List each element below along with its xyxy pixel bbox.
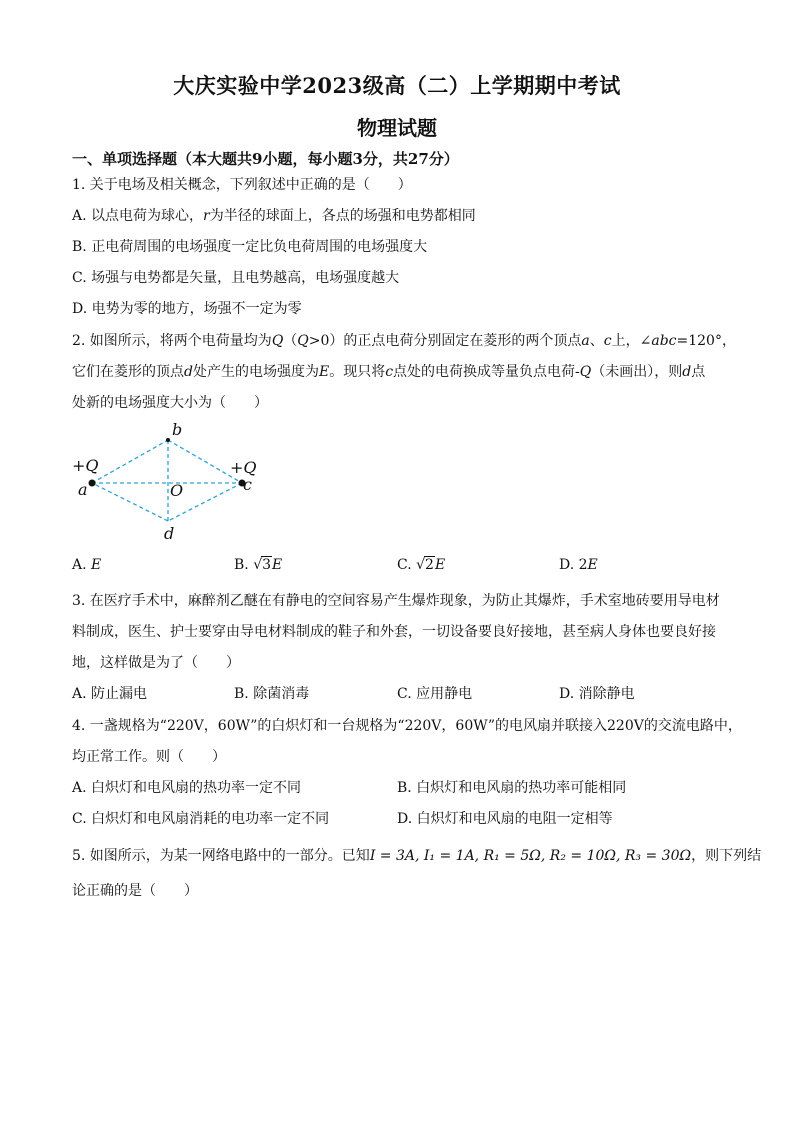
- q2-text: （未画出），则: [591, 364, 683, 380]
- label-d: d: [164, 524, 175, 543]
- q5-text: ，则下列结: [691, 848, 762, 864]
- question-3-line-3: 地，这样做是为了（ ）: [72, 655, 240, 671]
- vertex-b: [166, 438, 170, 442]
- question-3-line-2: 料制成，医生、护士要穿由导电材料制成的鞋子和外套，一切设备要良好接地，甚至病人身体也要良好接: [72, 624, 716, 640]
- question-3-option-b: B. 除菌消毒: [234, 686, 310, 702]
- q2-var: Q: [297, 333, 309, 349]
- question-2-option-a: [72, 555, 101, 575]
- question-2-option-c: [397, 555, 445, 575]
- q2-var: Q: [271, 333, 284, 349]
- q2-text: =120°，: [676, 333, 736, 349]
- q2-var: a: [581, 333, 590, 349]
- q2-text: 2. 如图所示，将两个电荷量均为: [72, 333, 272, 349]
- question-2-option-d: [559, 555, 598, 575]
- question-4-option-c: C. 白炽灯和电风扇消耗的电功率一定不同: [72, 811, 330, 827]
- question-3-line-1: 3. 在医疗手术中，麻醉剂乙醚在有静电的空间容易产生爆炸现象，为防止其爆炸，手术室地砖要用导电材: [72, 593, 720, 609]
- q2-b-label: B.: [234, 557, 254, 573]
- q2-var: abc: [651, 333, 677, 349]
- question-3-option-d: D. 消除静电: [559, 686, 635, 702]
- sqrt-symbol: √: [416, 557, 426, 573]
- question-2-option-b: [234, 555, 282, 575]
- q2-b-value: E: [272, 557, 283, 573]
- question-4-line-2: 均正常工作。则（ ）: [72, 749, 226, 765]
- q2-text: 点处的电荷换成等量负点电荷-: [393, 364, 580, 380]
- edge-ab: [92, 440, 168, 483]
- q2-var: E: [318, 364, 330, 380]
- q5-formula: I = 3A, I₁ = 1A, R₁ = 5Ω, R₂ = 10Ω, R₃ = 30Ω: [369, 848, 692, 864]
- label-charge-a: +Q: [72, 456, 99, 475]
- q2-text: >0）的正点电荷分别固定在菱形的两个顶点: [308, 333, 582, 349]
- question-2-line-3: 处新的电场强度大小为（ ）: [72, 395, 268, 411]
- question-3-option-a: A. 防止漏电: [72, 686, 148, 702]
- q2-var: c: [385, 364, 394, 380]
- q2-var: c: [603, 333, 612, 349]
- charge-point-a: [89, 480, 96, 487]
- q2-c-value: E: [434, 557, 446, 573]
- label-c: c: [243, 475, 252, 494]
- label-a: a: [78, 480, 88, 499]
- label-o: O: [170, 481, 184, 500]
- question-2-line-1: [72, 331, 736, 351]
- question-1-option-a: [72, 206, 732, 226]
- question-1-option-b: B. 正电荷周围的电场强度一定比负电荷周围的电场强度大: [72, 239, 428, 255]
- q1-a-post: 为半径的球面上，各点的场强和电势都相同: [209, 208, 476, 224]
- q2-d-value: E: [587, 557, 598, 573]
- question-3-option-c: C. 应用静电: [397, 686, 473, 702]
- q1-a-pre: A. 以点电荷为球心，: [72, 208, 204, 224]
- q2-var: Q: [579, 364, 592, 380]
- question-4-line-1: 4. 一盏规格为“220V，60W”的白炽灯和一台规格为“220V，60W”的电风扇并联接入220V的交流电路中，: [72, 718, 742, 734]
- q2-c-radicand: 2: [425, 557, 434, 573]
- q2-text: 上，∠: [611, 333, 652, 349]
- q2-var: d: [184, 364, 193, 380]
- question-5-line-2: 论正确的是（ ）: [72, 883, 198, 899]
- q2-text: （: [283, 333, 298, 349]
- q2-b-radicand: 3: [262, 557, 272, 573]
- q2-d-label: D. 2: [559, 557, 588, 573]
- label-charge-c: +Q: [230, 458, 257, 477]
- q5-text: 5. 如图所示，为某一网络电路中的一部分。已知: [72, 848, 370, 864]
- q2-text: 点: [691, 364, 706, 380]
- question-1-option-c: C. 场强与电势都是矢量，且电势越高，电场强度越大: [72, 270, 400, 286]
- q2-var: d: [682, 364, 692, 380]
- question-4-option-a: A. 白炽灯和电风扇的热功率一定不同: [72, 780, 302, 796]
- q2-c-label: C.: [397, 557, 417, 573]
- q2-text: 。现只将: [329, 364, 386, 380]
- sqrt-symbol: √: [253, 557, 263, 573]
- q1-a-var: r: [203, 208, 210, 224]
- question-2-line-2: [72, 362, 732, 382]
- q2-a-value: E: [91, 557, 102, 573]
- edge-da: [92, 483, 168, 521]
- section-heading: 一、单项选择题（本大题共9小题，每小题3分，共27分）: [72, 150, 459, 168]
- question-5-line-1: [72, 846, 762, 866]
- question-1-option-d: D. 电势为零的地方，场强不一定为零: [72, 301, 302, 317]
- exam-title: 大庆实验中学2023级高（二）上学期期中考试: [173, 73, 621, 98]
- question-4-option-d: D. 白炽灯和电风扇的电阻一定相等: [397, 811, 613, 827]
- q2-a-label: A.: [72, 557, 92, 573]
- q2-text: 它们在菱形的顶点: [72, 364, 184, 380]
- q2-text: 、: [589, 333, 604, 349]
- question-1-stem: 1. 关于电场及相关概念，下列叙述中正确的是（ ）: [72, 177, 412, 193]
- question-4-option-b: B. 白炽灯和电风扇的热功率可能相同: [397, 780, 627, 796]
- exam-subtitle: 物理试题: [357, 116, 437, 140]
- q2-text: 处产生的电场强度为: [192, 364, 319, 380]
- rhombus-diagram: [60, 418, 280, 548]
- label-b: b: [172, 420, 183, 439]
